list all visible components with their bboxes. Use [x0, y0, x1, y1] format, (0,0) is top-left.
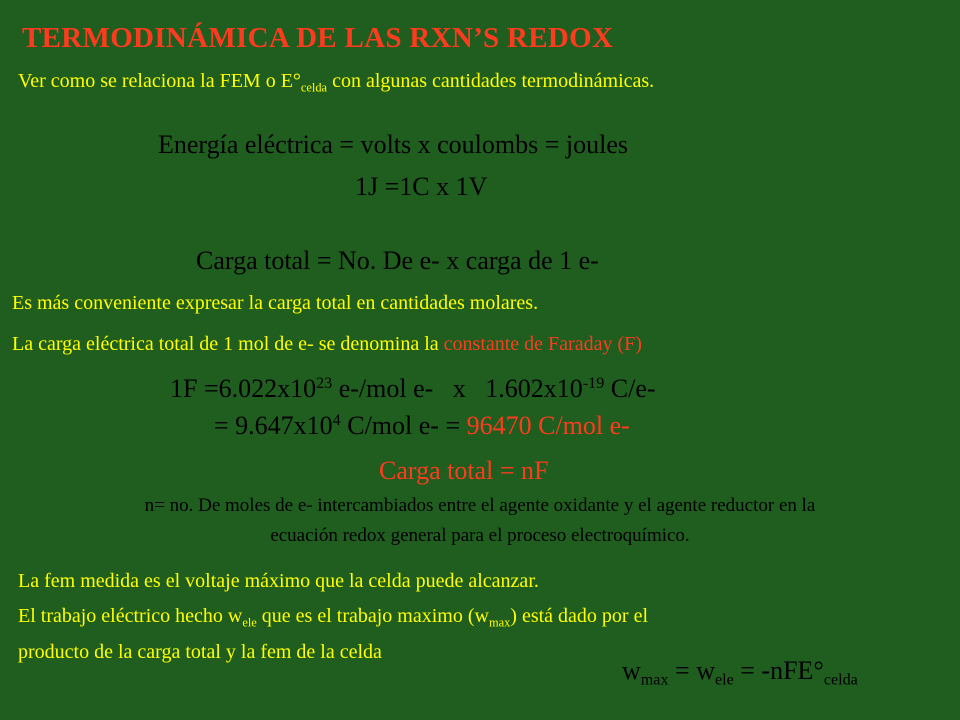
charge-equation: Carga total = No. De e- x carga de 1 e- [196, 246, 599, 275]
intro-text-end: con algunas cantidades termodinámicas. [327, 70, 655, 92]
n-definition-text-2: ecuación redox general para el proceso electroquímico. [270, 525, 690, 546]
work-text-a: El trabajo eléctrico hecho w [18, 605, 243, 627]
faraday-equation-1 [170, 374, 656, 404]
n-definition-line-2 [0, 525, 960, 547]
faraday-eq2-sup: 4 [332, 412, 341, 430]
product-line: producto de la carga total y la fem de la celda [18, 641, 382, 663]
energy-equation: Energía eléctrica = volts x coulombs = joules [158, 130, 629, 159]
work-eq-mid: = w [668, 656, 715, 685]
slide-title: TERMODINÁMICA DE LAS RXN’S REDOX [22, 22, 614, 54]
work-text-c: ) está dado por el [510, 605, 649, 627]
intro-text: Ver como se relaciona la FEM o E° [18, 70, 301, 92]
intro-line [18, 70, 654, 95]
faraday-eq2-b: C/mol e- = [340, 411, 467, 440]
convenient-line: Es más conveniente expresar la carga total en cantidades molares. [12, 292, 539, 314]
faraday-eq1-b: e-/mol e- x 1.602x10 [332, 374, 583, 403]
faraday-eq1-a: 1F =6.022x10 [170, 374, 317, 403]
fem-line: La fem medida es el voltaje máximo que la celda puede alcanzar. [18, 570, 539, 592]
faraday-definition [12, 333, 642, 356]
faraday-eq1-sup1: 23 [316, 375, 333, 393]
work-equation [622, 656, 858, 690]
work-eq-sub-ele: ele [714, 671, 734, 689]
faraday-text: La carga eléctrica total de 1 mol de e- se denomina la [12, 333, 444, 355]
faraday-equation-2 [214, 411, 630, 441]
n-definition-text-1: n= no. De moles de e- intercambiados entre el agente oxidante y el agente reductor en la [144, 495, 816, 516]
faraday-eq1-sup2: -19 [582, 375, 605, 393]
faraday-eq2-a: = 9.647x10 [214, 411, 333, 440]
work-eq-sub-celda: celda [823, 671, 858, 689]
faraday-constant-highlight: constante de Faraday (F) [443, 333, 642, 355]
faraday-value-highlight: 96470 C/mol e- [466, 411, 630, 440]
work-eq-w: w [622, 656, 641, 685]
work-line [18, 605, 648, 630]
intro-subscript: celda [300, 80, 328, 95]
n-definition-line-1 [0, 495, 960, 517]
work-eq-rest: = -nFE° [733, 656, 824, 685]
work-sub-max: max [488, 615, 511, 630]
work-text-b: que es el trabajo maximo (w [256, 605, 489, 627]
work-eq-sub-max: max [640, 671, 669, 689]
faraday-eq1-c: C/e- [604, 374, 656, 403]
joule-equation: 1J =1C x 1V [355, 172, 488, 201]
work-sub-ele: ele [242, 615, 257, 630]
nf-equation: Carga total = nF [379, 456, 549, 485]
